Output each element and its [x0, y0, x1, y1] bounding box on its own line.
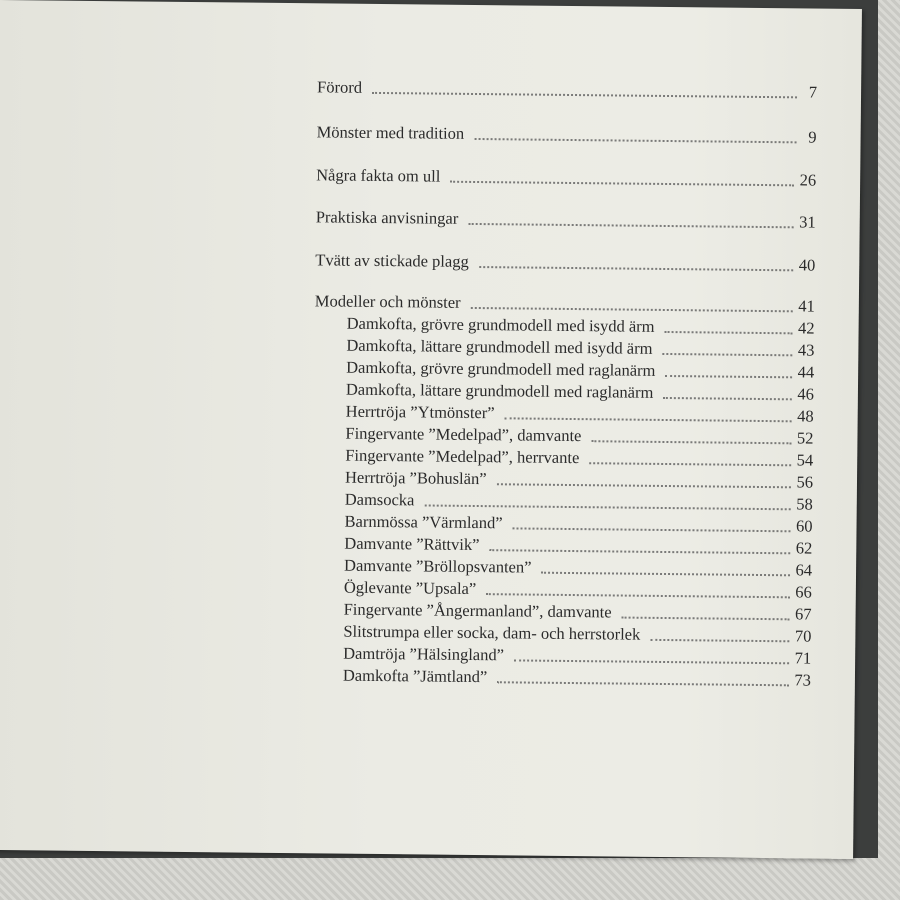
toc-page-number: 44	[797, 362, 815, 382]
toc-title: Barnmössa ”Värmland”	[344, 511, 503, 533]
toc-title: Förord	[317, 77, 363, 97]
toc-page-number: 46	[797, 384, 815, 404]
toc-page-number: 41	[798, 296, 815, 316]
dot-leader	[662, 343, 792, 356]
toc-page-number: 60	[795, 516, 813, 536]
toc-entry	[316, 163, 816, 190]
toc-page-number: 54	[796, 450, 814, 470]
toc-page-number: 9	[808, 127, 817, 147]
toc-subentry	[343, 664, 811, 691]
dot-leader	[489, 539, 789, 554]
toc-page-number: 64	[795, 560, 813, 580]
dot-leader	[505, 407, 792, 422]
toc-title: Tvätt av stickade plagg	[315, 250, 469, 271]
dot-leader	[497, 473, 791, 488]
table-of-contents	[314, 75, 818, 690]
toc-title: Mönster med tradition	[316, 122, 465, 143]
toc-page-number: 71	[794, 648, 812, 668]
toc-page-number: 42	[798, 318, 815, 338]
toc-title: Damsocka	[344, 489, 415, 510]
toc-page-number: 26	[799, 170, 817, 190]
dot-leader	[663, 387, 791, 400]
toc-page-number: 67	[795, 604, 812, 624]
toc-page-number: 58	[796, 494, 813, 514]
toc-title: Några fakta om ull	[316, 165, 441, 186]
dot-leader	[486, 583, 789, 598]
dot-leader	[665, 365, 791, 378]
dot-leader	[424, 494, 790, 510]
toc-page-number: 66	[795, 582, 812, 602]
toc-title: Damvante ”Rättvik”	[344, 533, 480, 555]
toc-page-number: 52	[796, 428, 814, 448]
toc-title: Herrtröja ”Ytmönster”	[345, 401, 495, 423]
toc-title: Damkofta, lättare grundmodell med raglanärm	[345, 379, 654, 402]
toc-page-number: 7	[808, 82, 818, 102]
toc-page-number: 56	[796, 472, 814, 492]
dot-leader	[589, 452, 791, 466]
toc-title: Damkofta, grövre grundmodell med isydd ärm	[346, 313, 655, 336]
toc-title: Fingervante ”Medelpad”, herrvante	[345, 445, 580, 468]
dot-leader	[622, 607, 790, 621]
toc-title: Damkofta, lättare grundmodell med isydd ärm	[346, 335, 653, 358]
toc-entry	[316, 205, 816, 232]
toc-title: Slitstrumpa eller socka, dam- och herrstorlek	[343, 621, 641, 644]
toc-page-number: 70	[794, 626, 812, 646]
dot-leader	[513, 517, 791, 532]
toc-page-number: 48	[797, 406, 814, 426]
dot-leader	[591, 430, 791, 444]
toc-page-number: 40	[798, 255, 816, 275]
toc-page-number: 31	[799, 212, 816, 232]
dot-leader	[541, 562, 789, 577]
toc-title: Damtröja ”Hälsingland”	[343, 643, 505, 665]
dot-leader	[474, 128, 797, 143]
dot-leader	[479, 256, 793, 271]
dot-leader	[372, 82, 797, 98]
toc-page-number: 43	[797, 340, 815, 360]
toc-entry	[315, 248, 815, 275]
toc-title: Herrtröja ”Bohuslän”	[344, 467, 487, 489]
toc-title: Damkofta ”Jämtland”	[342, 665, 488, 687]
dot-leader	[664, 321, 792, 334]
dot-leader	[471, 297, 793, 312]
toc-title: Damvante ”Bröllopsvanten”	[344, 555, 532, 577]
toc-title: Praktiska anvisningar	[315, 207, 459, 228]
dot-leader	[650, 629, 789, 642]
dot-leader	[468, 213, 793, 228]
toc-entry	[317, 75, 817, 102]
toc-title: Modeller och mönster	[314, 291, 461, 312]
toc-page-number: 62	[795, 538, 813, 558]
toc-title: Öglevante ”Upsala”	[343, 577, 477, 599]
toc-page-number: 73	[794, 670, 812, 690]
toc-title: Fingervante ”Ångermanland”, damvante	[343, 599, 612, 622]
toc-title: Fingervante ”Medelpad”, damvante	[345, 423, 582, 446]
toc-title: Damkofta, grövre grundmodell med raglanärm	[346, 357, 656, 380]
toc-entry	[317, 120, 817, 147]
dot-leader	[497, 671, 788, 686]
dot-leader	[450, 171, 793, 187]
dot-leader	[514, 649, 789, 664]
